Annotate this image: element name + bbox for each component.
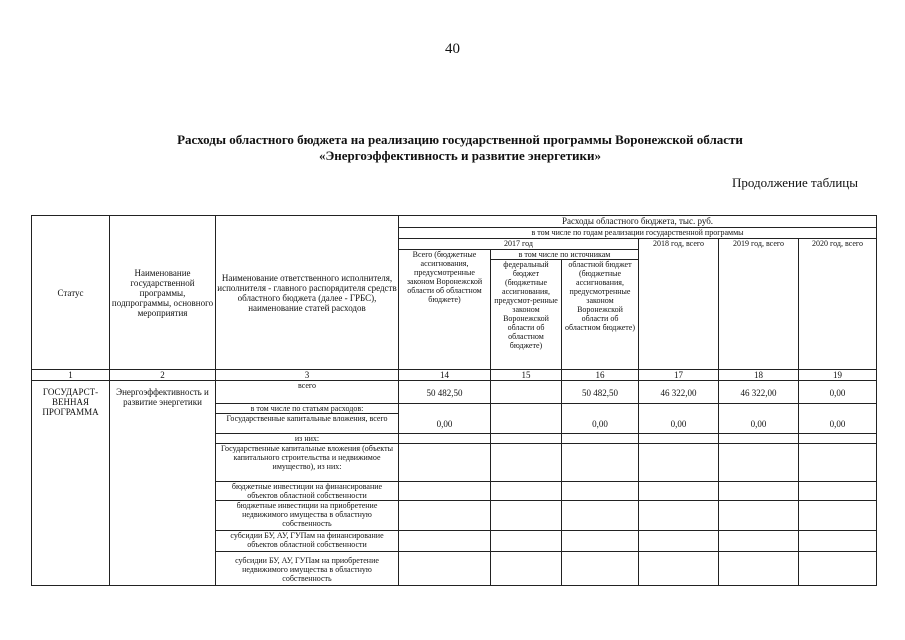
expense-label: из них:	[216, 434, 399, 444]
value-2019	[719, 531, 799, 552]
column-number: 15	[491, 370, 562, 381]
value-total-2017	[399, 482, 491, 501]
value-2018	[639, 482, 719, 501]
value-2018: 46 322,00	[639, 381, 719, 404]
header-program-name: Наименование государственной программы, подпрограммы, основного мероприятия	[110, 216, 216, 370]
value-total-2017	[399, 552, 491, 586]
continuation-note: Продолжение таблицы	[732, 175, 858, 190]
budget-table	[31, 215, 877, 586]
header-executor: Наименование ответственного исполнителя, исполнителя - главного распорядителя средств областного бюджета (далее - ГРБС), наименование статей расходов	[216, 216, 399, 370]
document-title	[100, 132, 820, 164]
value-total-2017	[399, 434, 491, 444]
value-2020	[799, 531, 877, 552]
value-regional-2017: 50 482,50	[562, 381, 639, 404]
value-2018	[639, 444, 719, 482]
column-number: 17	[639, 370, 719, 381]
expense-label: субсидии БУ, АУ, ГУПам на приобретение недвижимого имущества в областную собственность	[216, 552, 399, 586]
value-2018	[639, 434, 719, 444]
value-regional-2017	[562, 531, 639, 552]
value-2018	[639, 501, 719, 531]
header-year-2018: 2018 год, всего	[639, 239, 719, 370]
status-cell: ГОСУДАРСТ-ВЕННАЯ ПРОГРАММА	[32, 381, 110, 586]
expense-label: в том числе по статьям расходов:	[216, 404, 399, 414]
header-year-2019: 2019 год, всего	[719, 239, 799, 370]
expense-label: субсидии БУ, АУ, ГУПам на финансирование объектов областной собственности	[216, 531, 399, 552]
value-2019	[719, 444, 799, 482]
value-2018	[639, 531, 719, 552]
title-line-2: «Энергоэффективность и развитие энергетики»	[318, 148, 602, 163]
expense-label: бюджетные инвестиции на приобретение недвижимого имущества в областную собственность	[216, 501, 399, 531]
value-regional-2017	[562, 501, 639, 531]
value-federal-2017	[491, 414, 562, 434]
value-federal-2017	[491, 404, 562, 414]
header-total-2017: Всего (бюджетные ассигнования, предусмотренные законом Воронежской области об областном бюджете)	[399, 250, 491, 370]
value-federal-2017	[491, 531, 562, 552]
value-2018	[639, 552, 719, 586]
value-total-2017: 50 482,50	[399, 381, 491, 404]
value-2019: 0,00	[719, 414, 799, 434]
value-2020	[799, 404, 877, 414]
value-federal-2017	[491, 552, 562, 586]
value-regional-2017	[562, 552, 639, 586]
value-federal-2017	[491, 444, 562, 482]
column-number: 1	[32, 370, 110, 381]
value-total-2017	[399, 444, 491, 482]
value-total-2017	[399, 531, 491, 552]
column-number: 3	[216, 370, 399, 381]
value-2020: 0,00	[799, 381, 877, 404]
value-2018	[639, 404, 719, 414]
title-line-1: Расходы областного бюджета на реализацию государственной программы Воронежской области	[177, 132, 743, 147]
value-total-2017: 0,00	[399, 414, 491, 434]
value-2019	[719, 552, 799, 586]
value-federal-2017	[491, 434, 562, 444]
value-2018: 0,00	[639, 414, 719, 434]
value-total-2017	[399, 404, 491, 414]
header-federal: федеральный бюджет (бюджетные ассигнования, предусмот-ренные законом Воронежской области об областном бюджете)	[491, 260, 562, 370]
value-2019	[719, 482, 799, 501]
column-number: 16	[562, 370, 639, 381]
expense-label: Государственные капитальные вложения, всего	[216, 414, 399, 434]
header-status: Статус	[32, 216, 110, 370]
value-regional-2017	[562, 482, 639, 501]
header-regional: областной бюджет (бюджетные ассигнования, предусмотренные законом Воронежской области об областном бюджете)	[562, 260, 639, 370]
value-2019	[719, 404, 799, 414]
expense-label: бюджетные инвестиции на финансирование объектов областной собственности	[216, 482, 399, 501]
program-cell: Энергоэффективность и развитие энергетики	[110, 381, 216, 586]
header-by-sources: в том числе по источникам	[491, 250, 639, 260]
value-2020	[799, 482, 877, 501]
expense-label: Государственные капитальные вложения (объекты капитального строительства и недвижимое имущество), из них:	[216, 444, 399, 482]
value-federal-2017	[491, 381, 562, 404]
value-2020	[799, 434, 877, 444]
column-number: 19	[799, 370, 877, 381]
value-2020	[799, 444, 877, 482]
value-2020	[799, 501, 877, 531]
column-number: 14	[399, 370, 491, 381]
header-year-2017: 2017 год	[399, 239, 639, 250]
value-2020: 0,00	[799, 414, 877, 434]
header-by-years: в том числе по годам реализации государственной программы	[399, 228, 877, 239]
value-2020	[799, 552, 877, 586]
value-federal-2017	[491, 501, 562, 531]
page-number: 40	[445, 41, 460, 57]
table-row	[32, 381, 877, 404]
column-number: 18	[719, 370, 799, 381]
header-expenses: Расходы областного бюджета, тыс. руб.	[399, 216, 877, 228]
expense-label: всего	[216, 381, 399, 404]
value-2019	[719, 501, 799, 531]
column-number: 2	[110, 370, 216, 381]
header-year-2020: 2020 год, всего	[799, 239, 877, 370]
value-federal-2017	[491, 482, 562, 501]
value-regional-2017: 0,00	[562, 414, 639, 434]
value-regional-2017	[562, 444, 639, 482]
value-regional-2017	[562, 404, 639, 414]
value-regional-2017	[562, 434, 639, 444]
value-2019	[719, 434, 799, 444]
value-2019: 46 322,00	[719, 381, 799, 404]
value-total-2017	[399, 501, 491, 531]
